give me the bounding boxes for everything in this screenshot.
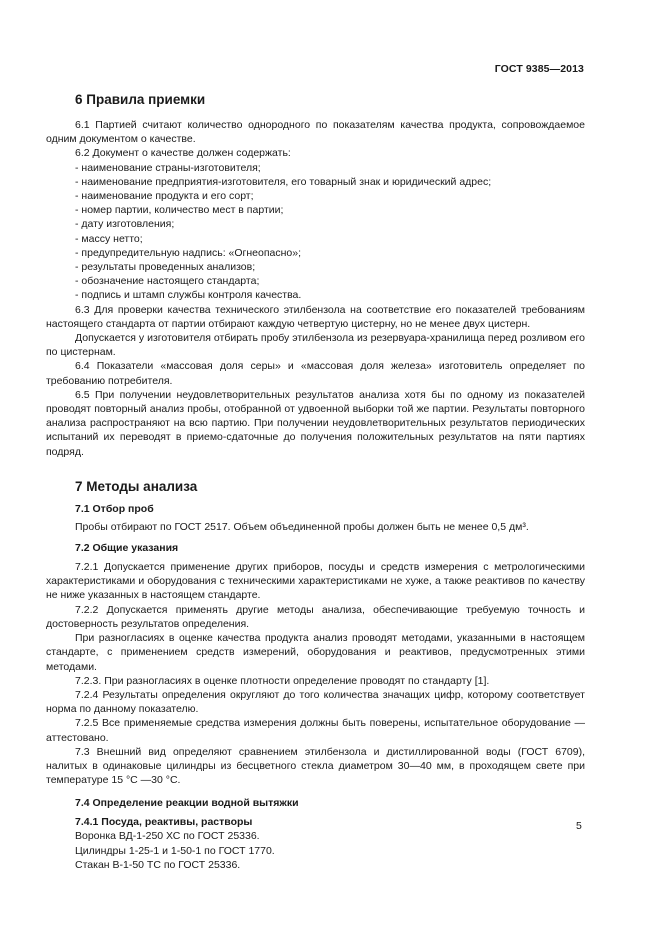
paragraph-7-2-2: 7.2.2 Допускается применять другие методы анализа, обеспечивающие требуемую точность и достоверность результатов определения. (46, 603, 585, 630)
subsection-7-1-heading: 7.1 Отбор проб (75, 502, 154, 515)
paragraph-6-2: 6.2 Документ о качестве должен содержать: (75, 147, 291, 160)
paragraph-6-3: 6.3 Для проверки качества технического этилбензола на соответствие его показателей требованиям настоящего стандарта от партии отбирают каждую четвертую цистерну, но не менее двух цистерн. (46, 303, 585, 330)
section-6-heading: 6 Правила приемки (75, 92, 206, 107)
paragraph-6-4: 6.4 Показатели «массовая доля серы» и «массовая доля железа» изготовитель определяет по требованию потребителя. (46, 360, 585, 387)
list-item: - наименование предприятия-изготовителя, его товарный знак и юридический адрес; (75, 175, 492, 188)
section-7-heading: 7 Методы анализа (75, 478, 198, 494)
list-item: - наименование продукта и его сорт; (75, 190, 254, 203)
paragraph-7-3: 7.3 Внешний вид определяют сравнением этилбензола и дистиллированной воды (ГОСТ 6709), налитых в одинаковые цилиндры из бесцветного стекла диаметром 30—40 мм, в проходящем свете при температуре 15 °С —30 °С. (46, 745, 585, 787)
paragraph-7-1: Пробы отбирают по ГОСТ 2517. Объем объединенной пробы должен быть не менее 0,5 дм³. (75, 520, 529, 533)
list-item: - дату изготовления; (75, 218, 175, 231)
document-contents-list (46, 161, 585, 303)
subsection-7-4-1-heading: 7.4.1 Посуда, реактивы, растворы (75, 816, 253, 829)
equipment-item: Цилиндры 1-25-1 и 1-50-1 по ГОСТ 1770. (75, 844, 275, 857)
equipment-item: Стакан В-1-50 ТС по ГОСТ 25336. (75, 858, 241, 871)
list-item: - массу нетто; (75, 232, 143, 245)
paragraph-7-2-4: 7.2.4 Результаты определения округляют до того количества значащих цифр, которому соответствует норма по данному показателю. (46, 688, 585, 716)
document-id-header: ГОСТ 9385—2013 (494, 63, 584, 75)
list-item: - обозначение настоящего стандарта; (75, 275, 260, 288)
paragraph-6-3-note: Допускается у изготовителя отбирать пробу этилбензола из резервуара-хранилища перед розливом его по цистернам. (46, 332, 585, 359)
paragraph-6-5: 6.5 При получении неудовлетворительных результатов анализа хотя бы по одному из показателей проводят повторный анализ пробы, отобранной от удвоенной выборки той же партии. Результаты повторного анализа распространяют на всю партию. При получении неудовлетворительных результатов периодических испытаний их переводят в приемо-сдаточные до получения положительных результатов на пяти партиях подряд. (46, 388, 585, 458)
paragraph-7-2-5: 7.2.5 Все применяемые средства измерения должны быть поверены, испытательное оборудование — аттестовано. (46, 717, 585, 744)
subsection-7-4-heading: 7.4 Определение реакции водной вытяжки (75, 797, 299, 810)
list-item: - результаты проведенных анализов; (75, 261, 256, 274)
list-item: - номер партии, количество мест в партии; (75, 204, 284, 217)
list-item: - предупредительную надпись: «Огнеопасно»; (75, 246, 302, 259)
equipment-item: Воронка ВД-1-250 ХС по ГОСТ 25336. (75, 830, 260, 843)
paragraph-7-2-1: 7.2.1 Допускается применение других приборов, посуды и средств измерения с метрологическими характеристиками и оборудования с техническими характеристиками не хуже, а также реактивов по качеству не ниже указанных в настоящем стандарте. (46, 561, 585, 602)
list-item: - наименование страны-изготовителя; (75, 161, 261, 174)
paragraph-7-2-3: 7.2.3. При разногласиях в оценке плотности определение проводят по стандарту [1]. (75, 674, 490, 687)
page-number: 5 (576, 820, 582, 832)
list-item: - подпись и штамп службы контроля качества. (75, 289, 302, 302)
paragraph-7-2-2-note: При разногласиях в оценке качества продукта анализ проводят методами, указанными в настоящем стандарте, с применением средств измерений, оборудования и реактивов, предусмотренных этими методами. (46, 632, 585, 673)
paragraph-6-1: 6.1 Партией считают количество однородного по показателям качества продукта, сопровождаемое одним документом о качестве. (46, 119, 585, 146)
subsection-7-2-heading: 7.2 Общие указания (75, 542, 179, 555)
page-content (46, 91, 585, 872)
